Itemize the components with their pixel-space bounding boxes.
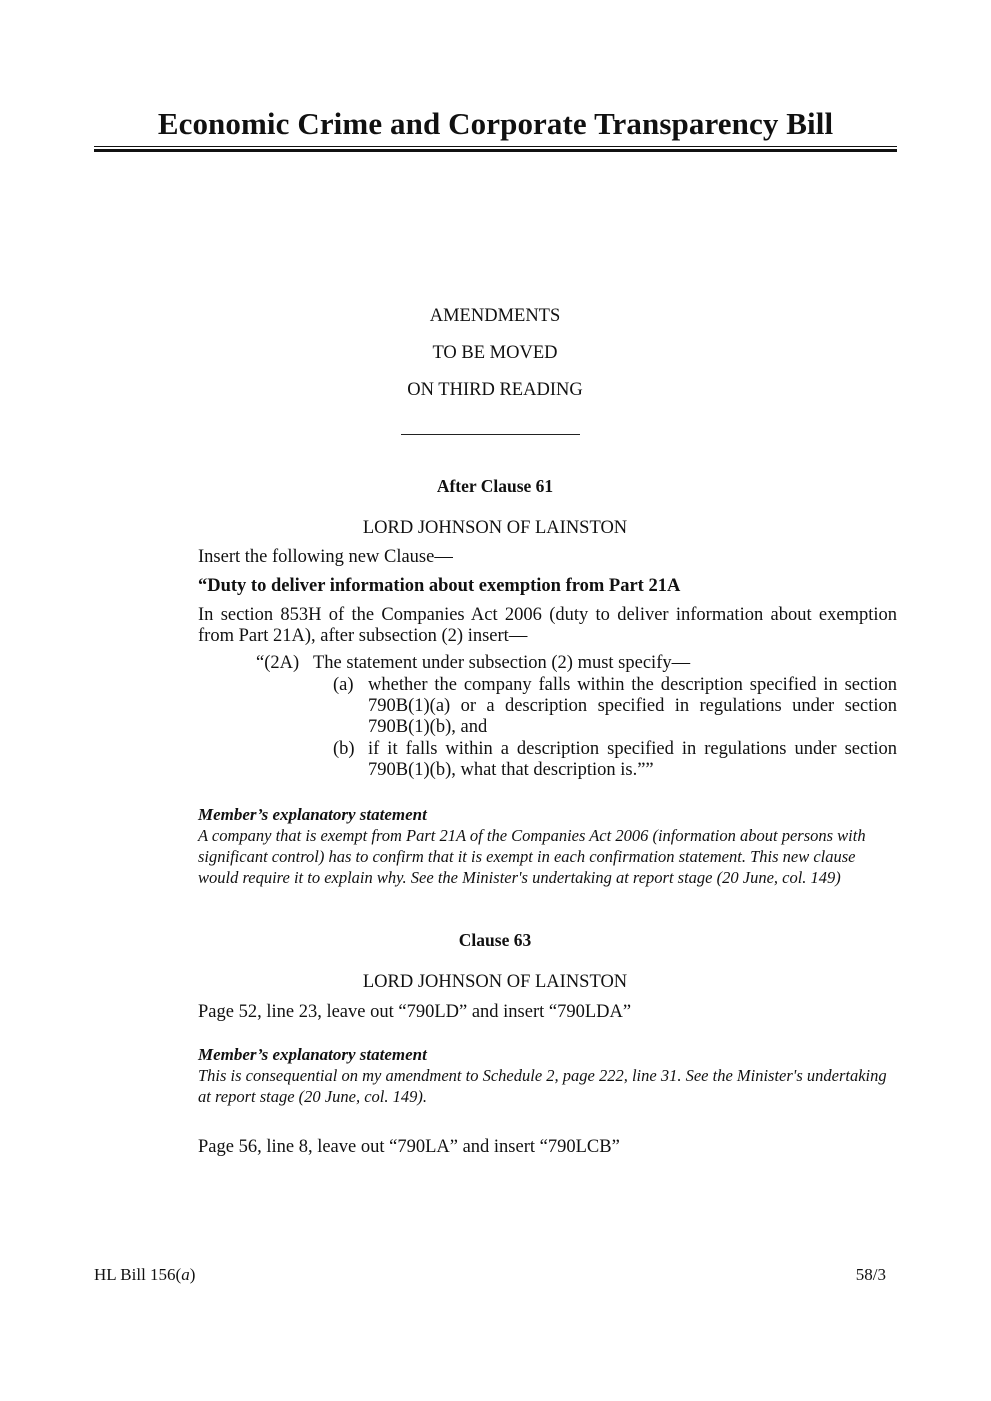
member-name: LORD JOHNSON OF LAINSTON [362,972,628,992]
explanatory-statement-text: This is consequential on my amendment to Schedule 2, page 222, line 31. See the Minister's undertaking at report stage (20 June, col. 149). [198,1066,887,1106]
cover-divider [401,434,580,435]
explanatory-statement-heading: Member’s explanatory statement [198,1045,427,1064]
explanatory-statement-heading: Member’s explanatory statement [198,805,427,824]
instruction-text: Insert the following new Clause— [198,547,453,567]
section-heading-after-clause-61: After Clause 61 [436,476,554,496]
amendment-text: Page 52, line 23, leave out “790LD” and insert “790LDA” [198,1002,632,1022]
paragraph-label-a: (a) [333,675,354,695]
member-name: LORD JOHNSON OF LAINSTON [362,518,628,538]
paragraph-text-a: whether the company falls within the description specified in section 790B(1)(a) or a description specified in regulations under section 790B(1)(b), and [368,675,897,737]
subsection-text: The statement under subsection (2) must specify— [313,653,691,673]
cover-line-to-be-moved: TO BE MOVED [432,343,558,363]
title-rule-thin [94,146,897,147]
amendment-text: Page 56, line 8, leave out “790LA” and insert “790LCB” [198,1137,620,1157]
paragraph-label-b: (b) [333,739,355,759]
explanatory-statement-text: A company that is exempt from Part 21A of the Companies Act 2006 (information about persons with significant control) has to confirm that it is exempt in each confirmation statement. This new clause would require it to explain why. See the Minister's undertaking at report stage (20 June, col. 149) [198,826,866,887]
subsection-number: “(2A) [256,653,300,673]
cover-line-third-reading: ON THIRD READING [407,380,583,400]
bill-reference-letter: a [181,1265,190,1284]
title-rule-thick [94,149,897,152]
new-clause-title: “Duty to deliver information about exemption from Part 21A [198,576,681,596]
bill-reference-prefix: HL Bill 156( [94,1265,182,1284]
section-heading-clause-63: Clause 63 [458,930,532,950]
bill-reference-suffix: ) [189,1265,196,1284]
page-title: Economic Crime and Corporate Transparency Bill [157,106,834,141]
bill-reference [94,1265,195,1285]
paragraph-text-b: if it falls within a description specified in regulations under section 790B(1)(b), what that description is.”” [368,739,897,780]
page-reference: 58/3 [855,1265,886,1284]
cover-line-amendments: AMENDMENTS [429,306,561,326]
clause-text: In section 853H of the Companies Act 2006 (duty to deliver information about exemption from Part 21A), after subsection (2) insert— [198,605,897,646]
